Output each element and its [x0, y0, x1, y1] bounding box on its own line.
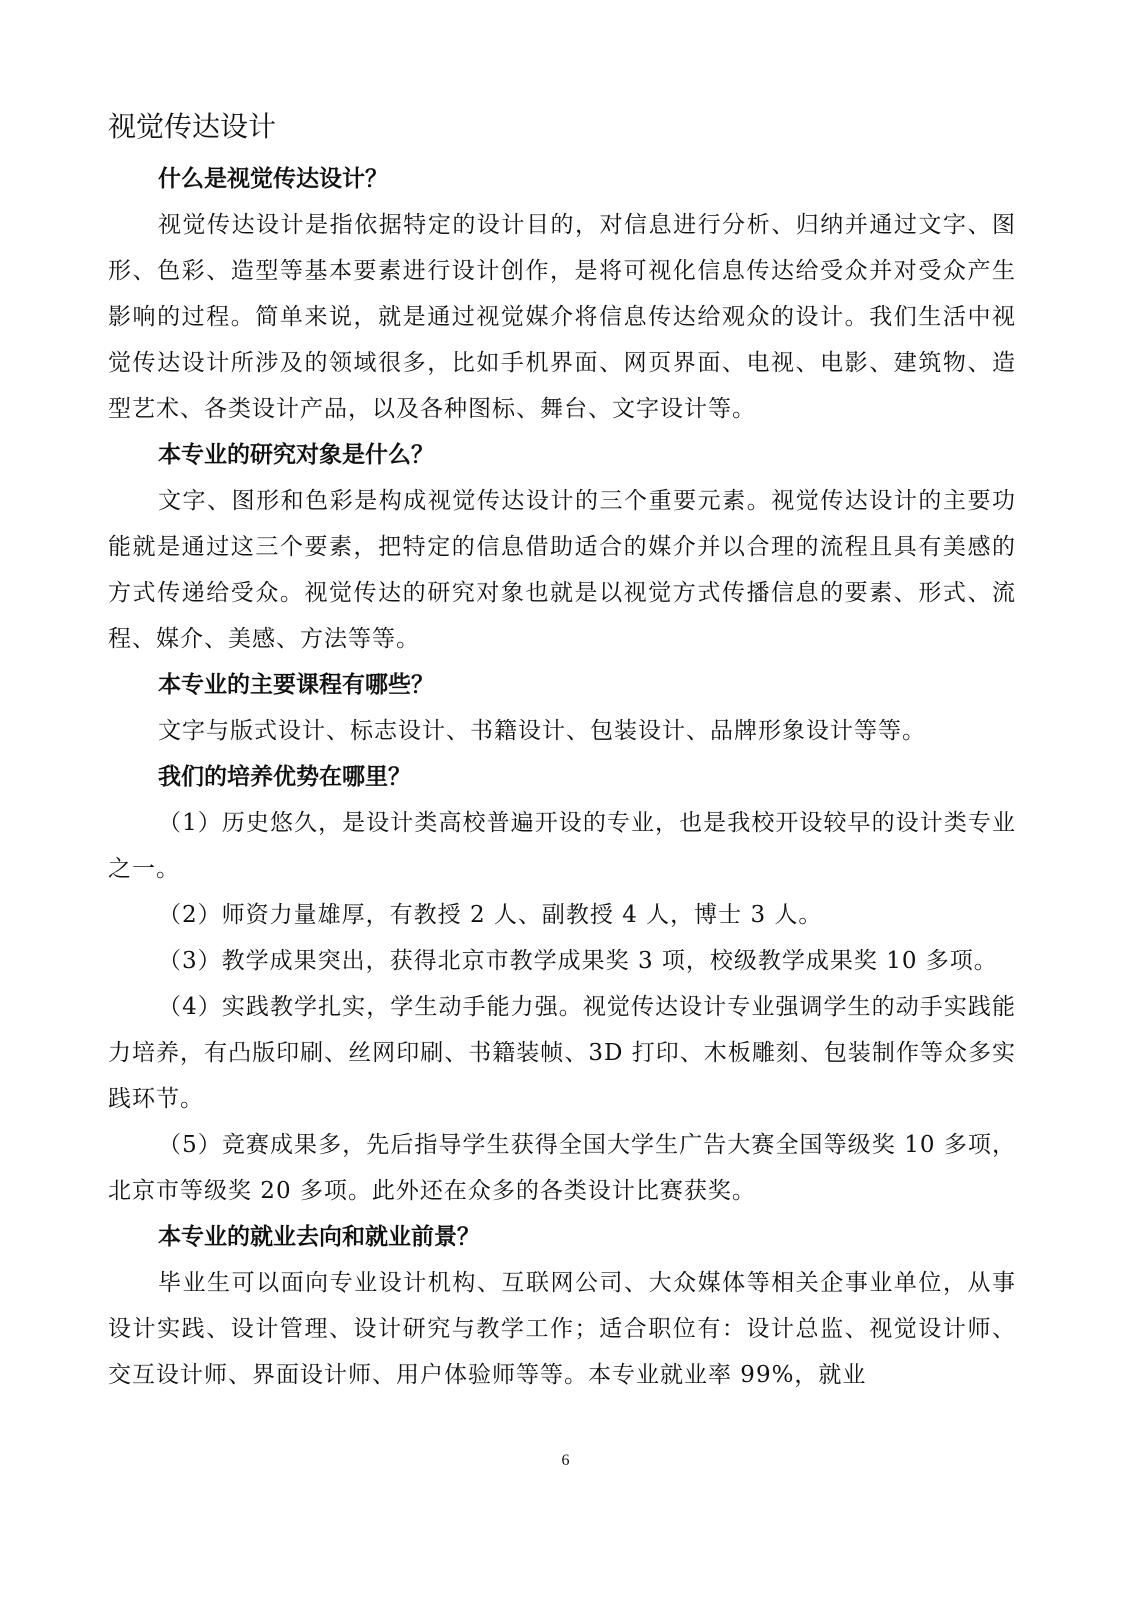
paragraph-research-object: 文字、图形和色彩是构成视觉传达设计的三个重要元素。视觉传达设计的主要功能就是通过这三个要素，把特定的信息借助适合的媒介并以合理的流程且具有美感的方式传递给受众。视觉传达的研究对象也就是以视觉方式传播信息的要素、形式、流程、媒介、美感、方法等等。 [108, 488, 1016, 652]
page-number: 6 [561, 1452, 570, 1469]
advantage-item: （3）教学成果突出，获得北京市教学成果奖 3 项，校级教学成果奖 10 多项。 [158, 948, 998, 974]
paragraph-employment: 毕业生可以面向专业设计机构、互联网公司、大众媒体等相关企事业单位，从事设计实践、设计管理、设计研究与教学工作；适合职位有：设计总监、视觉设计师、交互设计师、界面设计师、用户体验师等等。本专业就业率 99%，就业 [108, 1270, 1016, 1388]
section-heading-advantages: 我们的培养优势在哪里？ [158, 764, 411, 790]
section-heading-employment: 本专业的就业去向和就业前景？ [158, 1224, 480, 1250]
section-heading-courses: 本专业的主要课程有哪些？ [158, 672, 434, 698]
section-heading-what-is: 什么是视觉传达设计？ [158, 166, 388, 192]
advantage-item: （2）师资力量雄厚，有教授 2 人、副教授 4 人，博士 3 人。 [158, 902, 823, 928]
advantage-item: （4）实践教学扎实，学生动手能力强。视觉传达设计专业强调学生的动手实践能力培养，有凸版印刷、丝网印刷、书籍装帧、3D 打印、木板雕刻、包装制作等众多实践环节。 [108, 994, 1016, 1112]
section-heading-research-object: 本专业的研究对象是什么？ [158, 442, 434, 468]
paragraph-definition: 视觉传达设计是指依据特定的设计目的，对信息进行分析、归纳并通过文字、图形、色彩、造型等基本要素进行设计创作，是将可视化信息传达给受众并对受众产生影响的过程。简单来说，就是通过视觉媒介将信息传达给观众的设计。我们生活中视觉传达设计所涉及的领域很多，比如手机界面、网页界面、电视、电影、建筑物、造型艺术、各类设计产品，以及各种图标、舞台、文字设计等。 [108, 212, 1016, 422]
advantage-item: （1）历史悠久，是设计类高校普遍开设的专业，也是我校开设较早的设计类专业之一。 [108, 810, 1016, 882]
advantage-item: （5）竞赛成果多，先后指导学生获得全国大学生广告大赛全国等级奖 10 多项，北京市等级奖 20 多项。此外还在众多的各类设计比赛获奖。 [108, 1132, 1016, 1204]
document-title: 视觉传达设计 [108, 110, 277, 143]
paragraph-courses: 文字与版式设计、标志设计、书籍设计、包装设计、品牌形象设计等等。 [158, 718, 926, 744]
document-body [108, 98, 1016, 1398]
